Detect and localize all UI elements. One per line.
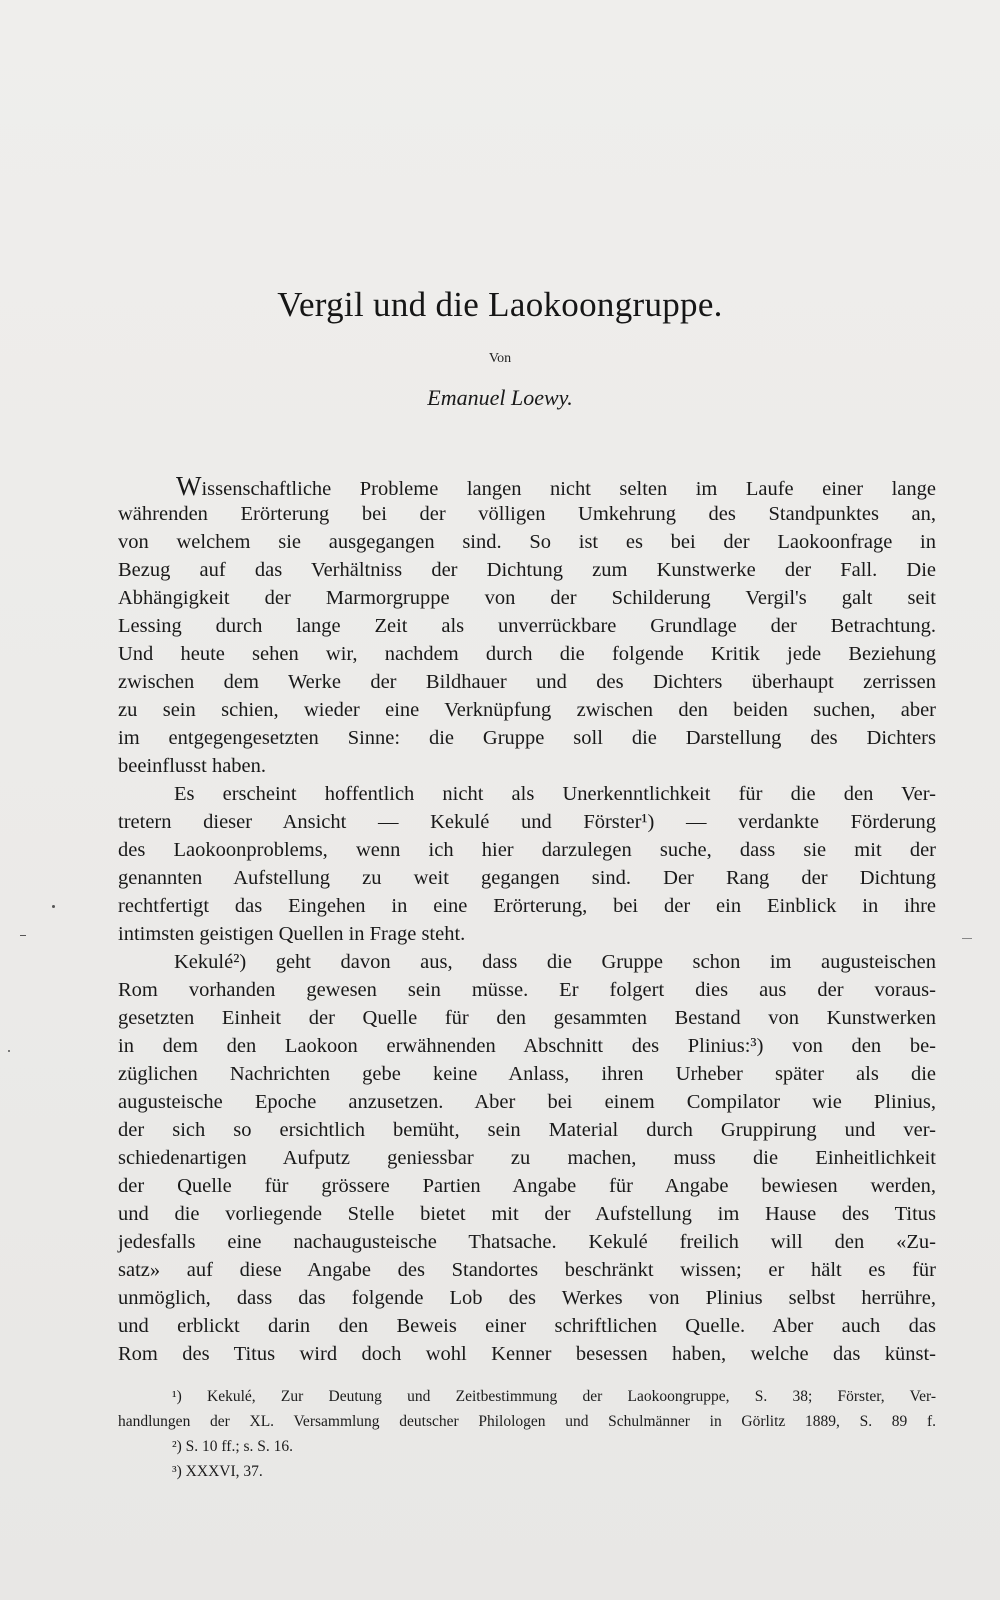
- body-line: satz» auf diese Angabe des Standortes beschränkt wissen; er hält es für: [118, 1259, 936, 1281]
- body-line: Lessing durch lange Zeit als unverrückbare Grundlage der Betrachtung.: [118, 615, 936, 637]
- body-line: tretern dieser Ansicht — Kekulé und Förster¹) — verdankte Förderung: [118, 811, 936, 833]
- body-line: Abhängigkeit der Marmorgruppe von der Schilderung Vergil's galt seit: [118, 587, 936, 609]
- body-line: Es erscheint hoffentlich nicht als Unerkenntlichkeit für die den Ver-: [174, 783, 936, 805]
- body-line: und die vorliegende Stelle bietet mit der Aufstellung im Hause des Titus: [118, 1203, 936, 1225]
- body-line: zwischen dem Werke der Bildhauer und des Dichters überhaupt zerrissen: [118, 671, 936, 693]
- footnote-line: handlungen der XL. Versammlung deutscher Philologen und Schulmänner in Görlitz 1889, S. 89 f.: [118, 1413, 936, 1430]
- body-line: augusteische Epoche anzusetzen. Aber bei einem Compilator wie Plinius,: [118, 1091, 936, 1113]
- scan-speck: [52, 905, 55, 908]
- body-line: Kekulé²) geht davon aus, dass die Gruppe schon im augusteischen: [174, 951, 936, 973]
- body-line: zu sein schien, wieder eine Verknüpfung zwischen den beiden suchen, aber: [118, 699, 936, 721]
- body-line: währenden Erörterung bei der völligen Umkehrung des Standpunktes an,: [118, 503, 936, 525]
- scan-speck: [8, 1050, 10, 1052]
- body-line: Bezug auf das Verhältniss der Dichtung zum Kunstwerke der Fall. Die: [118, 559, 936, 581]
- body-line: der Quelle für grössere Partien Angabe für Angabe bewiesen werden,: [118, 1175, 936, 1197]
- footnote-line: ¹) Kekulé, Zur Deutung und Zeitbestimmung der Laokoongruppe, S. 38; Förster, Ver-: [172, 1388, 936, 1405]
- scan-speck: [962, 938, 972, 939]
- scan-speck: [20, 935, 26, 936]
- body-line: [176, 473, 936, 499]
- bleed-through-text: [100, 96, 920, 112]
- body-line: des Laokoonproblems, wenn ich hier darzulegen suche, dass sie mit der: [118, 839, 936, 861]
- body-line: genannten Aufstellung zu weit gegangen sind. Der Rang der Dichtung: [118, 867, 936, 889]
- author-name: Emanuel Loewy.: [427, 385, 573, 410]
- first-line-rest: issenschaftliche Probleme langen nicht selten im Laufe einer lange: [201, 478, 936, 500]
- footnote-line: ³) XXXVI, 37.: [172, 1463, 263, 1480]
- body-line: in dem den Laokoon erwähnenden Abschnitt des Plinius:³) von den be-: [118, 1035, 936, 1057]
- body-line: gesetzten Einheit der Quelle für den gesammten Bestand von Kunstwerken: [118, 1007, 936, 1029]
- body-line: unmöglich, dass das folgende Lob des Werkes von Plinius selbst herrühre,: [118, 1287, 936, 1309]
- body-line: Rom vorhanden gewesen sein müsse. Er folgert dies aus der voraus-: [118, 979, 936, 1001]
- footnote-line: ²) S. 10 ff.; s. S. 16.: [172, 1438, 294, 1455]
- body-line: von welchem sie ausgegangen sind. So ist es bei der Laokoonfrage in: [118, 531, 936, 553]
- body-line: beeinflusst haben.: [118, 755, 267, 777]
- body-line: im entgegengesetzten Sinne: die Gruppe soll die Darstellung des Dichters: [118, 727, 936, 749]
- body-line: rechtfertigt das Eingehen in eine Erörterung, bei der ein Einblick in ihre: [118, 895, 936, 917]
- bleed-through-text: [100, 128, 920, 152]
- body-line: züglichen Nachrichten gebe keine Anlass, ihren Urheber später als die: [118, 1063, 936, 1085]
- body-line: jedesfalls eine nachaugusteische Thatsache. Kekulé freilich will den «Zu-: [118, 1231, 936, 1253]
- body-line: Rom des Titus wird doch wohl Kenner besessen haben, welche das künst-: [118, 1343, 936, 1365]
- body-line: Und heute sehen wir, nachdem durch die folgende Kritik jede Beziehung: [118, 643, 936, 665]
- body-line: schiedenartigen Aufputz geniessbar zu machen, muss die Einheitlichkeit: [118, 1147, 936, 1169]
- body-line: und erblickt darin den Beweis einer schriftlichen Quelle. Aber auch das: [118, 1315, 936, 1337]
- article-title: Vergil und die Laokoongruppe.: [277, 285, 723, 324]
- initial-letter: W: [176, 471, 202, 501]
- body-line: der sich so ersichtlich bemüht, sein Material durch Gruppirung und ver-: [118, 1119, 936, 1141]
- body-line: intimsten geistigen Quellen in Frage steht.: [118, 923, 466, 945]
- byline-prefix: Von: [488, 351, 512, 366]
